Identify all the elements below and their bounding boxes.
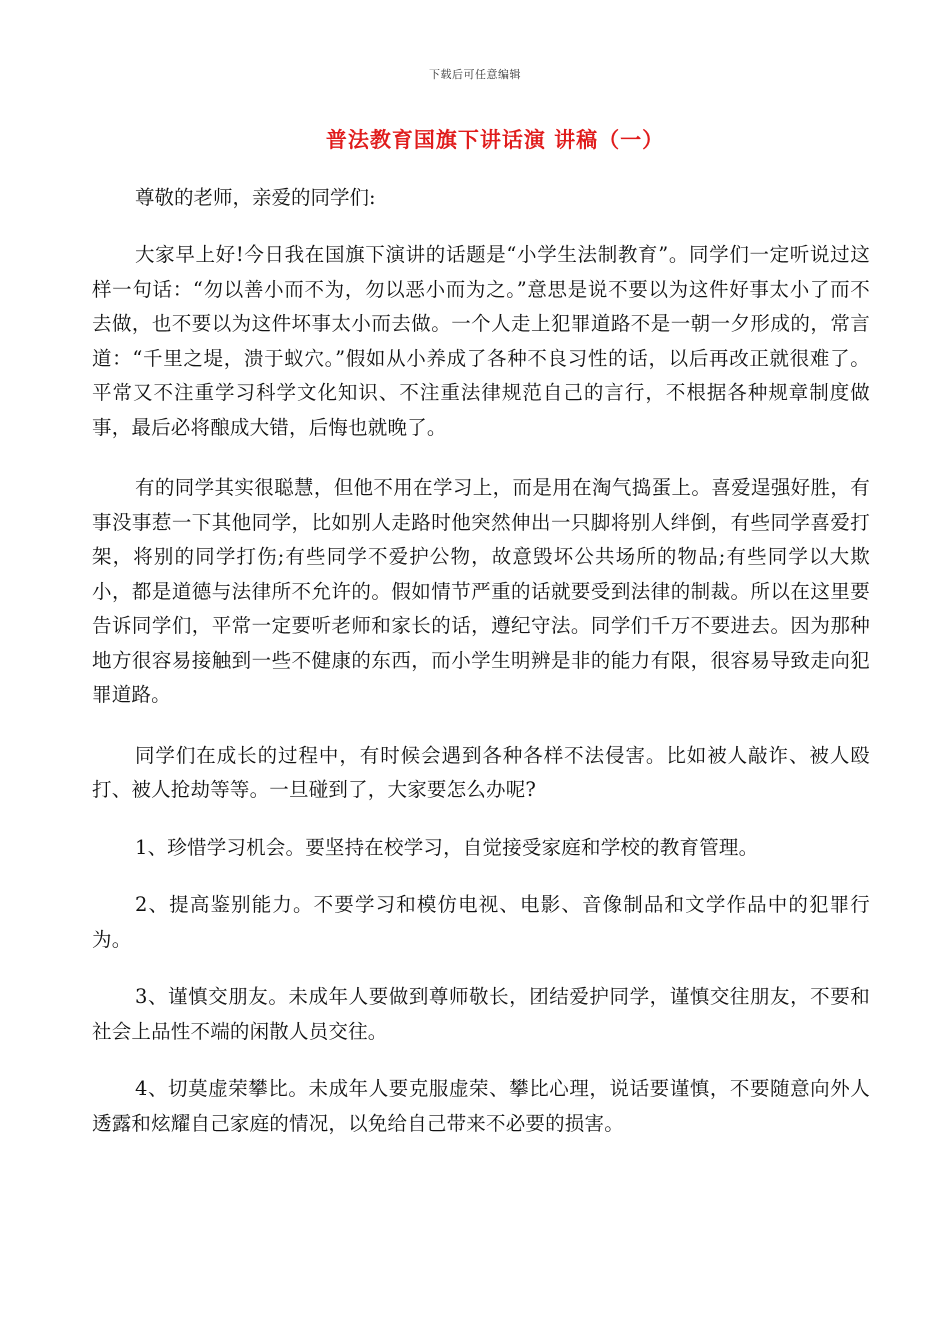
list-item-1: 1、珍惜学习机会。要坚持在校学习，自觉接受家庭和学校的教育管理。 xyxy=(135,835,759,859)
header-note: 下载后可任意编辑 xyxy=(429,68,521,81)
list-item-3: 3、谨慎交朋友。未成年人要做到尊师敬长，团结爱护同学，谨慎交往朋友，不要和社会上品性不端的闲散人员交往。 xyxy=(92,985,870,1043)
paragraph-intro: 大家早上好!今日我在国旗下演讲的话题是“小学生法制教育”。同学们一定听说过这样一句话：“勿以善小而不为，勿以恶小而为之。”意思是说不要以为这件好事太小了而不去做，也不要以为这件坏事太小而去做。一个人走上犯罪道路不是一朝一夕形成的，常言道：“千里之堤，溃于蚁穴。”假如从小养成了各种不良习性的话，以后再改正就很难了。平常又不注重学习科学文化知识、不注重法律规范自己的言行，不根据各种规章制度做事，最后必将酿成大错，后悔也就晚了。 xyxy=(92,243,870,439)
greeting: 尊敬的老师，亲爱的同学们: xyxy=(135,186,376,209)
paragraph-infringement: 同学们在成长的过程中，有时候会遇到各种各样不法侵害。比如被人敲诈、被人殴打、被人抢劫等等。一旦碰到了，大家要怎么办呢? xyxy=(92,743,870,801)
list-item-4: 4、切莫虚荣攀比。未成年人要克服虚荣、攀比心理，说话要谨慎，不要随意向外人透露和炫耀自己家庭的情况，以免给自己带来不必要的损害。 xyxy=(92,1077,870,1135)
body-text xyxy=(92,238,870,1141)
list-item-2: 2、提高鉴别能力。不要学习和模仿电视、电影、音像制品和文学作品中的犯罪行为。 xyxy=(92,893,870,951)
document-title: 普法教育国旗下讲话演 讲稿（一） xyxy=(325,127,665,152)
paragraph-behavior: 有的同学其实很聪慧，但他不用在学习上，而是用在淘气捣蛋上。喜爱逞强好胜，有事没事惹一下其他同学，比如别人走路时他突然伸出一只脚将别人绊倒，有些同学喜爱打架，将别的同学打伤;有些同学不爱护公物，故意毁坏公共场所的物品;有些同学以大欺小，都是道德与法律所不允许的。假如情节严重的话就要受到法律的制裁。所以在这里要告诉同学们，平常一定要听老师和家长的话，遵纪守法。同学们千万不要进去。因为那种地方很容易接触到一些不健康的东西，而小学生明辨是非的能力有限，很容易导致走向犯罪道路。 xyxy=(92,476,870,706)
